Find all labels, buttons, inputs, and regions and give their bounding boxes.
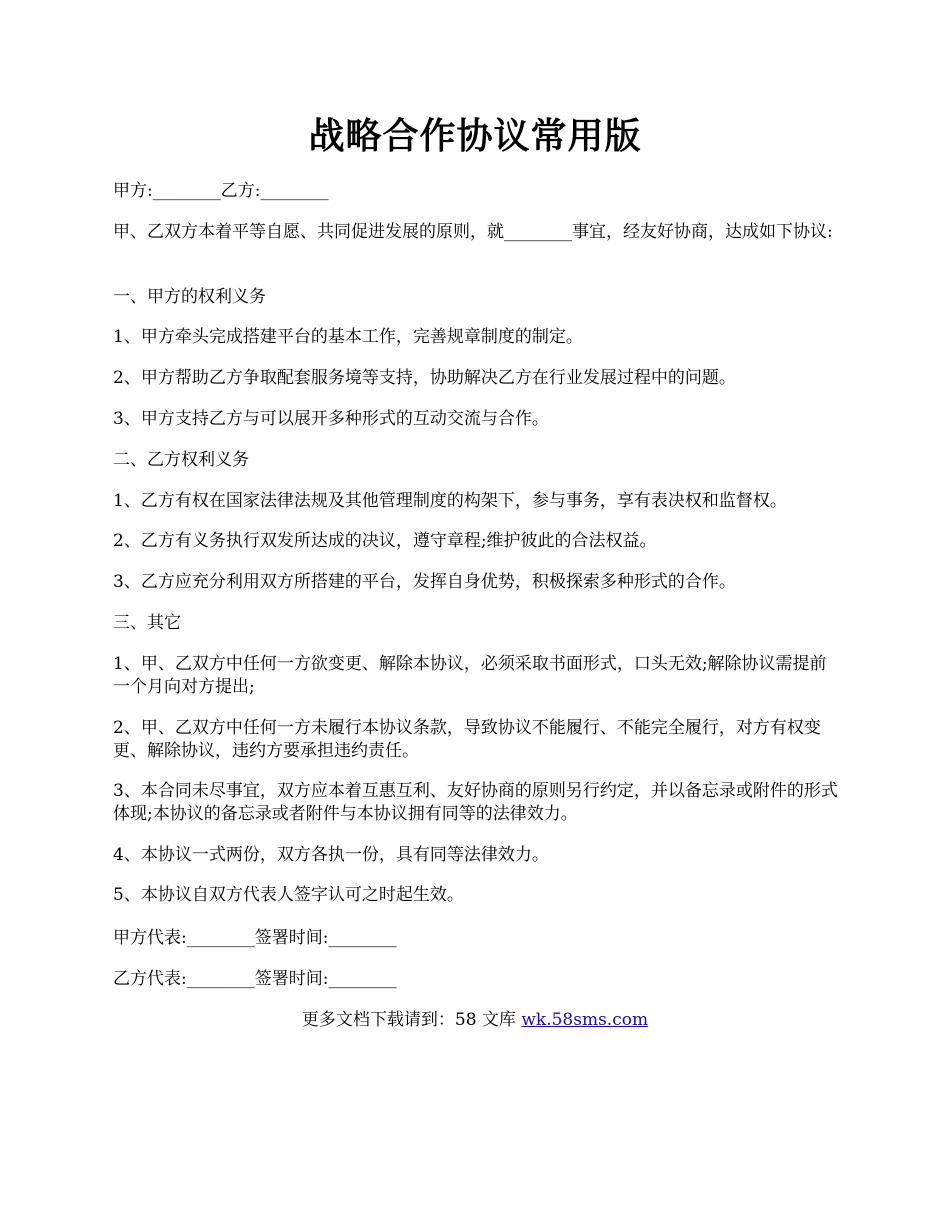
section2-heading: 二、乙方权利义务: [113, 450, 249, 470]
section3-item: 1、甲、乙双方中任何一方欲变更、解除本协议，必须采取书面形式，口头无效;解除协议需提前一个月向对方提出;: [113, 654, 827, 697]
footer: [0, 1009, 950, 1032]
section3-heading: 三、其它: [113, 613, 181, 633]
footer-text: 更多文档下载请到：58 文库: [301, 1010, 522, 1030]
parties-line: 甲方:________乙方:________: [113, 181, 329, 201]
section1-item: 3、甲方支持乙方与可以展开多种形式的互动交流与合作。: [113, 409, 549, 429]
document-title: 战略合作协议常用版: [308, 115, 642, 157]
section1-item: 2、甲方帮助乙方争取配套服务境等支持，协助解决乙方在行业发展过程中的问题。: [113, 368, 736, 388]
section2-item: 2、乙方有义务执行双发所达成的决议，遵守章程;维护彼此的合法权益。: [113, 531, 657, 551]
footer-link[interactable]: wk.58sms.com: [521, 1010, 649, 1030]
section2-item: 1、乙方有权在国家法律法规及其他管理制度的构架下，参与事务，享有表决权和监督权。: [113, 491, 787, 511]
section3-item: 3、本合同未尽事宜，双方应本着互惠互利、友好协商的原则另行约定，并以备忘录或附件的形式体现;本协议的备忘录或者附件与本协议拥有同等的法律效力。: [113, 781, 838, 824]
section2-item: 3、乙方应充分利用双方所搭建的平台，发挥自身优势，积极探索多种形式的合作。: [113, 572, 736, 592]
section3-item: 4、本协议一式两份，双方各执一份，具有同等法律效力。: [113, 845, 549, 865]
intro-paragraph: 甲、乙双方本着平等自愿、共同促进发展的原则，就________事宜，经友好协商，达成如下协议:: [113, 222, 833, 242]
section1-heading: 一、甲方的权利义务: [113, 287, 266, 307]
signature-party-a: 甲方代表:________签署时间:________: [113, 928, 397, 948]
section3-item: 5、本协议自双方代表人签字认可之时起生效。: [113, 885, 464, 905]
signature-party-b: 乙方代表:________签署时间:________: [113, 969, 397, 989]
section1-item: 1、甲方牵头完成搭建平台的基本工作，完善规章制度的制定。: [113, 327, 583, 347]
section3-item: 2、甲、乙双方中任何一方未履行本协议条款，导致协议不能履行、不能完全履行，对方有权变更、解除协议，违约方要承担违约责任。: [113, 718, 821, 761]
